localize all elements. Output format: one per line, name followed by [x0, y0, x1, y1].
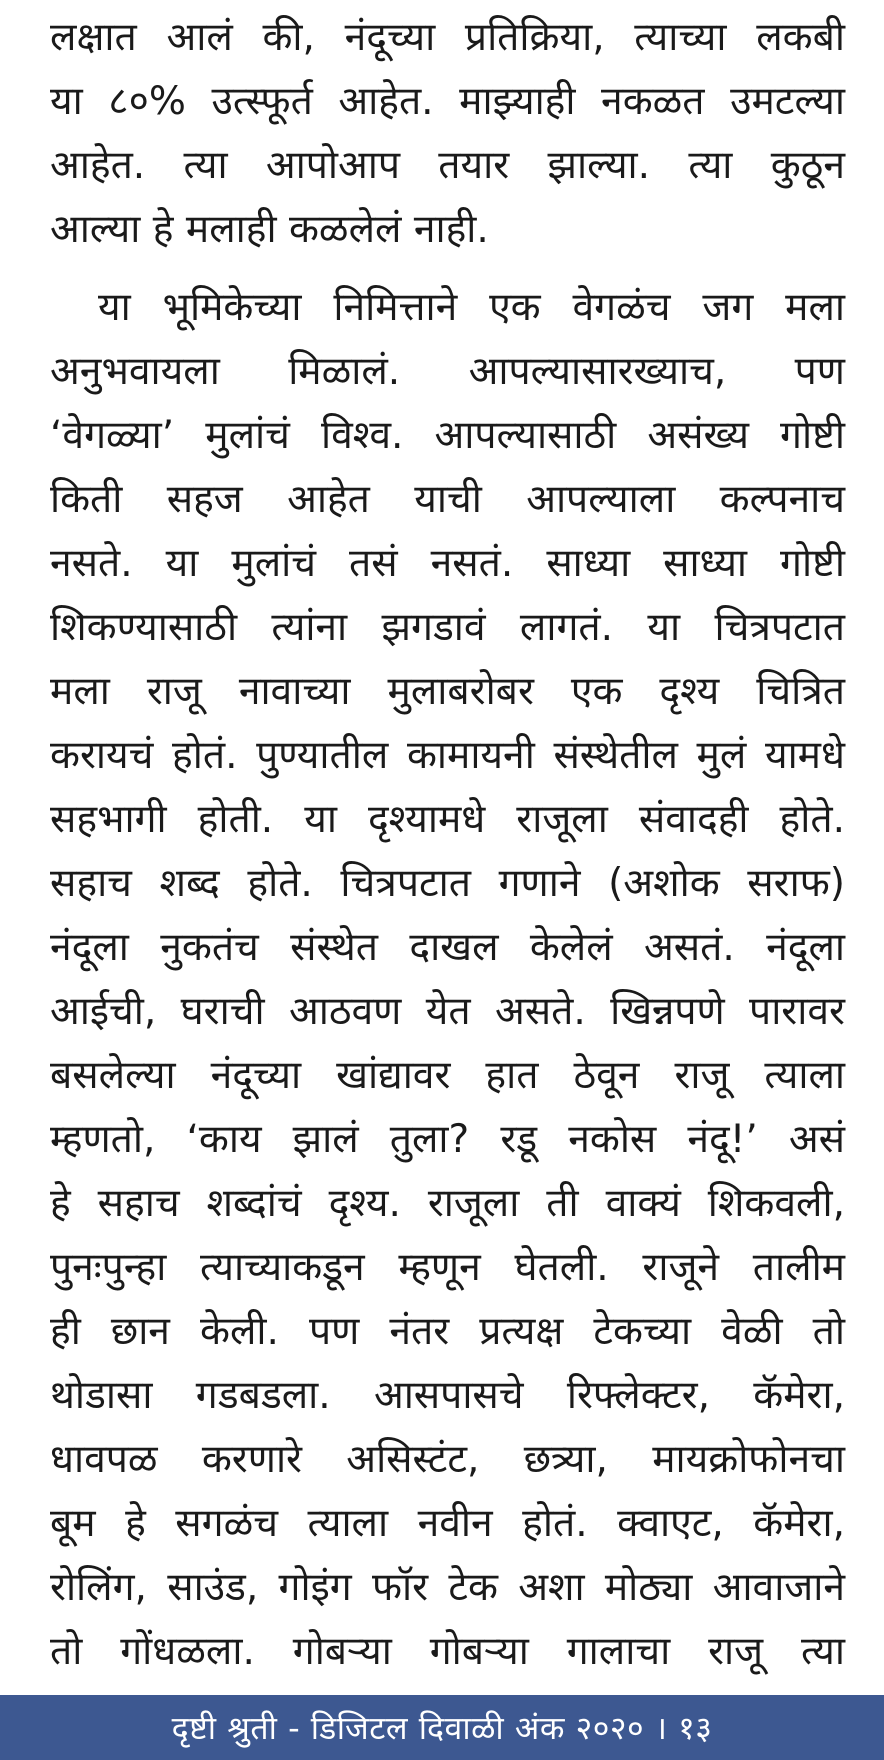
text-line: ही छान केली. पण नंतर प्रत्यक्ष टेकच्या वेळी तो [50, 1309, 845, 1354]
text-line: मला राजू नावाच्या मुलाबरोबर एक दृश्य चित्रित [50, 669, 845, 714]
text-line: तो गोंधळला. गोबऱ्या गोबऱ्या गालाचा राजू त्या [50, 1629, 845, 1674]
text-line: करायचं होतं. पुण्यातील कामायनी संस्थेतील मुलं यामधे [50, 733, 845, 778]
text-line: अनुभवायला मिळालं. आपल्यासारख्याच, पण [50, 349, 845, 394]
text-line: म्हणतो, ‘काय झालं तुला? रडू नकोस नंदू!’ असं [50, 1117, 845, 1162]
paragraph-1 [50, 6, 845, 262]
text-line: ‘वेगळ्या’ मुलांचं विश्व. आपल्यासाठी असंख्य गोष्टी [50, 413, 845, 458]
text-line: धावपळ करणारे असिस्टंट, छत्र्या, मायक्रोफोनचा [50, 1437, 845, 1482]
text-line: लक्षात आलं की, नंदूच्या प्रतिक्रिया, त्याच्या लकबी [50, 15, 845, 60]
text-line: हे सहाच शब्दांचं दृश्य. राजूला ती वाक्यं शिकवली, [50, 1181, 845, 1226]
paragraph-gap [50, 262, 845, 276]
text-line: किती सहज आहेत याची आपल्याला कल्पनाच [50, 477, 845, 522]
text-line: थोडासा गडबडला. आसपासचे रिफ्लेक्टर, कॅमेरा, [50, 1373, 845, 1418]
text-line: सहाच शब्द होते. चित्रपटात गणाने (अशोक सराफ) [50, 861, 845, 906]
text-line: पुनःपुन्हा त्याच्याकडून म्हणून घेतली. राजूने तालीम [50, 1245, 845, 1290]
text-line: बूम हे सगळंच त्याला नवीन होतं. क्वाएट, कॅमेरा, [50, 1501, 845, 1546]
page-footer [0, 1695, 884, 1760]
text-line: नंदूला नुकतंच संस्थेत दाखल केलेलं असतं. नंदूला [50, 925, 845, 970]
paragraph-2 [50, 276, 845, 1684]
text-line: आल्या हे मलाही कळलेलं नाही. [50, 207, 489, 252]
text-line: शिकण्यासाठी त्यांना झगडावं लागतं. या चित्रपटात [50, 605, 845, 650]
text-line: रोलिंग, साउंड, गोइंग फॉर टेक अशा मोठ्या आवाजाने [50, 1565, 845, 1610]
article-body [50, 6, 845, 1686]
text-line: सहभागी होती. या दृश्यामधे राजूला संवादही होते. [50, 797, 845, 842]
text-line: आईची, घराची आठवण येत असते. खिन्नपणे पारावर [50, 989, 845, 1034]
text-line: या ८०% उत्स्फूर्त आहेत. माझ्याही नकळत उमटल्या [50, 79, 845, 124]
text-line: या भूमिकेच्या निमित्ताने एक वेगळंच जग मला [98, 285, 845, 330]
text-line: नसते. या मुलांचं तसं नसतं. साध्या साध्या गोष्टी [50, 541, 845, 586]
text-line: आहेत. त्या आपोआप तयार झाल्या. त्या कुठून [50, 143, 845, 188]
footer-text: दृष्टी श्रुती - डिजिटल दिवाळी अंक २०२० । १३ [171, 1709, 713, 1747]
text-line: बसलेल्या नंदूच्या खांद्यावर हात ठेवून राजू त्याला [50, 1053, 845, 1098]
